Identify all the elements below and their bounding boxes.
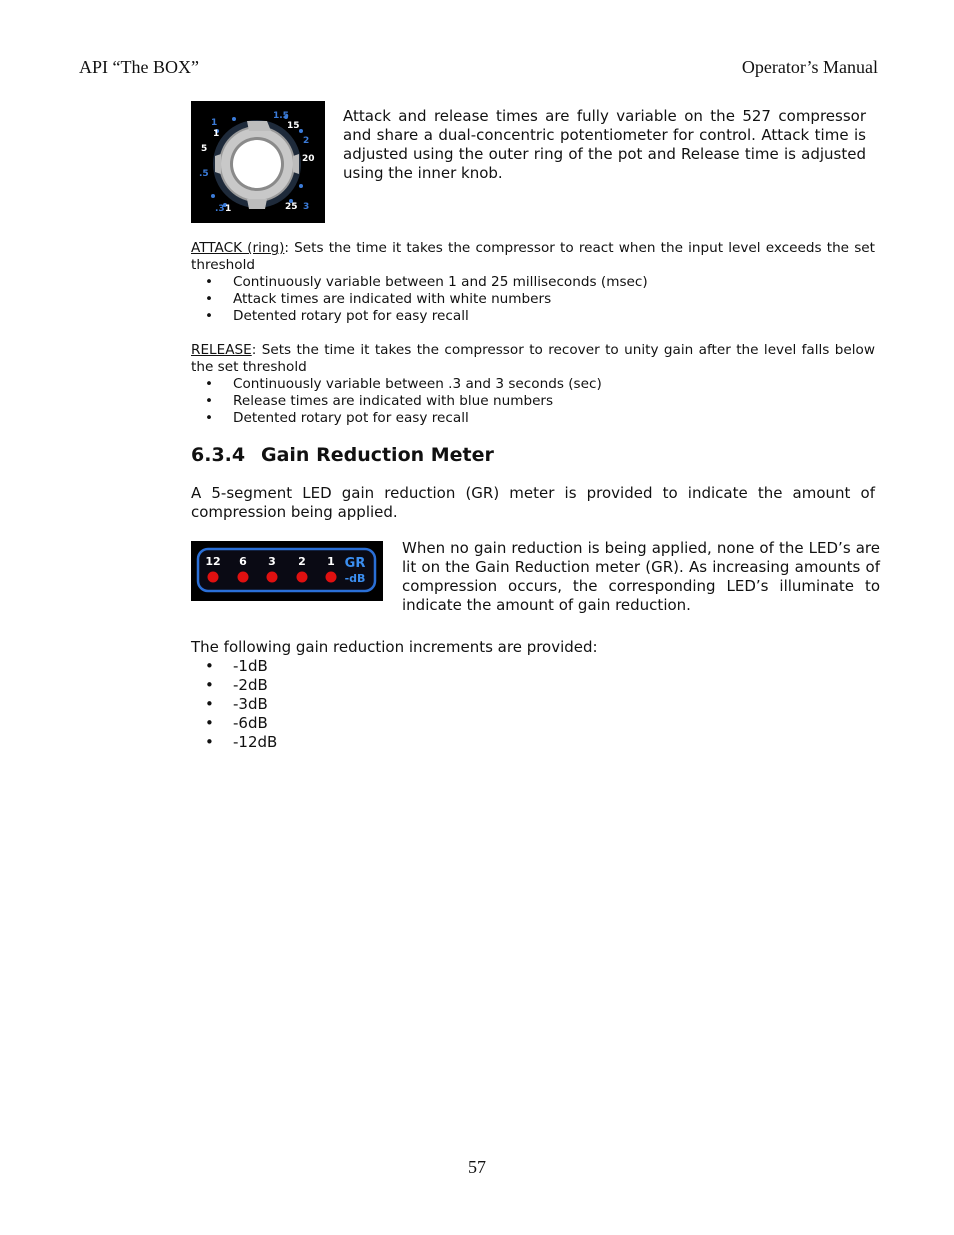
page-number: 57: [468, 1157, 486, 1177]
header-right-title: Operator’s Manual: [741, 57, 878, 77]
gain-reduction-meter-image: [191, 541, 383, 601]
list-item: • -1dB: [191, 657, 875, 676]
attack-release-knob-image: [191, 101, 325, 223]
led-meter-icon: [191, 541, 383, 601]
list-item: • Continuously variable between 1 and 25 milliseconds (msec): [191, 274, 875, 291]
led-label-3: 3: [268, 555, 276, 568]
header-left-title: API “The BOX”: [79, 57, 199, 77]
db-label: -dB: [344, 572, 366, 585]
led-2: [297, 572, 308, 583]
intro-paragraph: Attack and release times are fully variable on the 527 compressor and share a dual-concentric potentiometer for control. Attack time is adjusted using the outer ring of the pot and Release time is adjusted using the inner knob.: [343, 107, 866, 182]
list-item: • Continuously variable between .3 and 3 seconds (sec): [191, 376, 875, 393]
increments-section: [191, 638, 875, 752]
gr-label: GR: [344, 556, 366, 571]
release-term: RELEASE: [191, 342, 252, 358]
list-item: • Release times are indicated with blue numbers: [191, 393, 875, 410]
knob-icon: [191, 101, 325, 223]
knob-label-blue-05: .5: [199, 169, 209, 179]
led-12: [208, 572, 219, 583]
list-item: • -2dB: [191, 676, 875, 695]
list-item: • -6dB: [191, 714, 875, 733]
knob-label-white-5: 5: [201, 144, 208, 154]
gr-description-paragraph: When no gain reduction is being applied, none of the LED’s are lit on the Gain Reduction meter (GR). As increasing amounts of compression occurs, the corresponding LED’s illuminate to indicate the amount of gain reduction.: [402, 539, 880, 614]
attack-section: [191, 240, 875, 325]
list-item: • -12dB: [191, 733, 875, 752]
knob-label-white-1b: 1: [225, 204, 232, 214]
led-6: [238, 572, 249, 583]
attack-term: ATTACK (ring): [191, 240, 285, 256]
knob-label-white-15: 15: [287, 121, 300, 131]
led-1: [326, 572, 337, 583]
release-section: [191, 342, 875, 427]
list-item: • Attack times are indicated with white numbers: [191, 291, 875, 308]
knob-label-blue-03: .3: [215, 204, 225, 214]
increments-list: [191, 657, 875, 752]
knob-label-white-20: 20: [302, 154, 315, 164]
section-title: Gain Reduction Meter: [261, 444, 494, 466]
attack-definition-text: : Sets the time it takes the compressor to react when the input level exceeds the set threshold: [191, 240, 875, 273]
list-item: • Detented rotary pot for easy recall: [191, 410, 875, 427]
list-item: • -3dB: [191, 695, 875, 714]
attack-bullet-list: [191, 274, 875, 325]
knob-label-white-25: 25: [285, 202, 298, 212]
led-label-2: 2: [298, 555, 306, 568]
knob-label-white-1a: 1: [213, 129, 220, 139]
attack-definition: [191, 240, 875, 274]
knob-label-blue-3: 3: [303, 202, 310, 212]
release-definition: [191, 342, 875, 376]
led-label-6: 6: [239, 555, 247, 568]
led-label-1: 1: [327, 555, 335, 568]
increments-lead: The following gain reduction increments are provided:: [191, 638, 598, 656]
release-definition-text: : Sets the time it takes the compressor to recover to unity gain after the level falls below the set threshold: [191, 342, 875, 375]
led-label-12: 12: [205, 555, 221, 568]
led-3: [267, 572, 278, 583]
knob-label-blue-1: 1: [211, 118, 218, 128]
section-number: 6.3.4: [191, 444, 246, 466]
release-bullet-list: [191, 376, 875, 427]
list-item: • Detented rotary pot for easy recall: [191, 308, 875, 325]
gr-intro-paragraph: A 5-segment LED gain reduction (GR) meter is provided to indicate the amount of compression being applied.: [191, 484, 875, 521]
knob-label-blue-2: 2: [303, 136, 310, 146]
knob-label-blue-15: 1.5: [273, 111, 289, 121]
section-heading: [191, 444, 494, 466]
